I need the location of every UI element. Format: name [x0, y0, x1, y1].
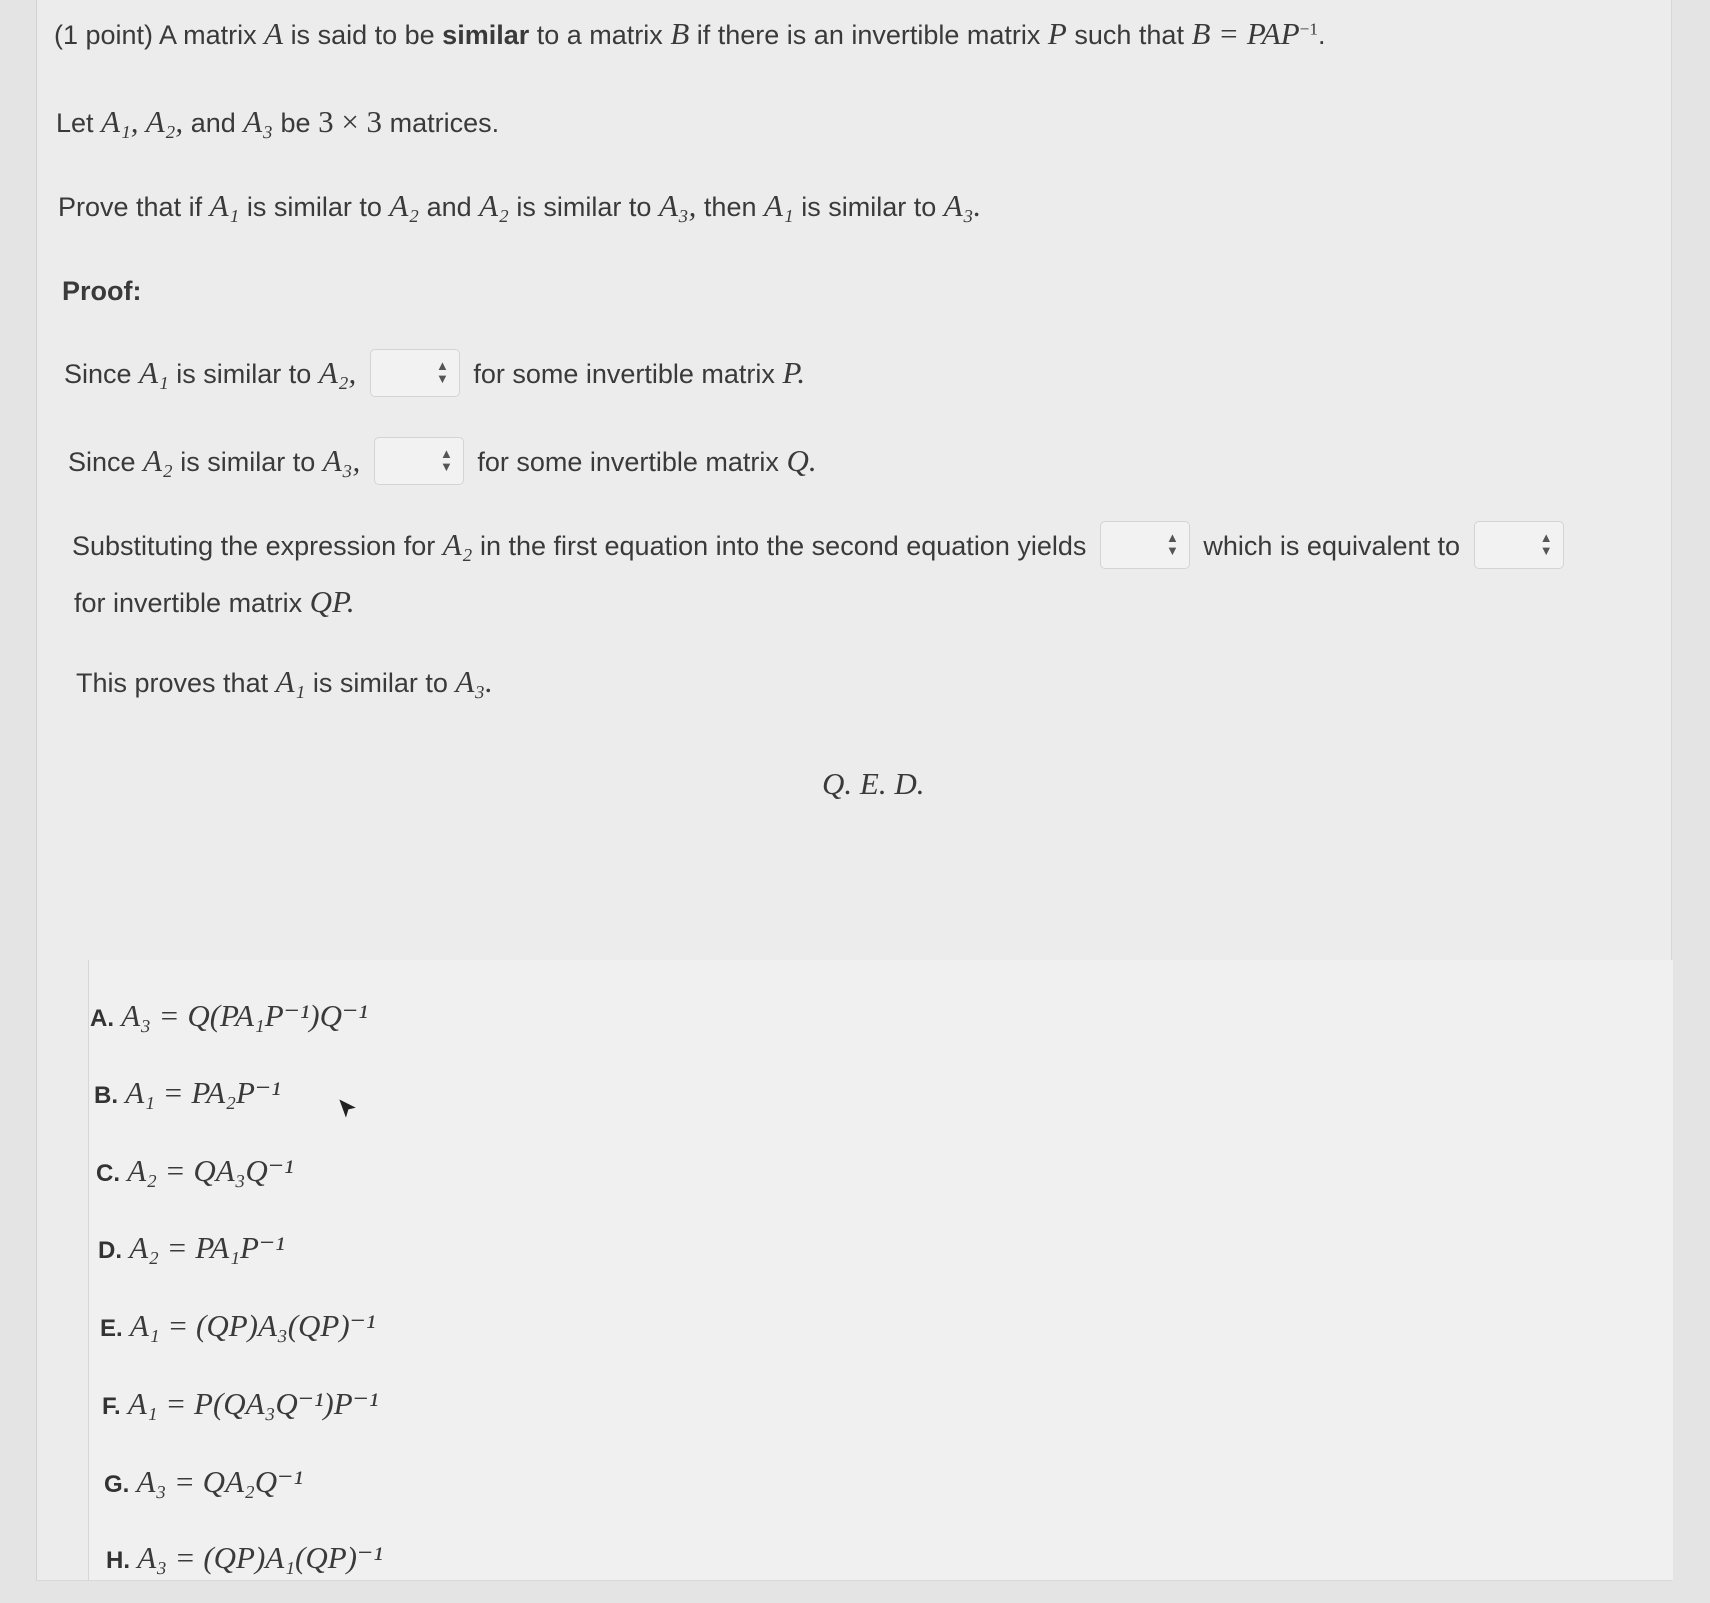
intro-text: is said to be	[290, 20, 435, 50]
answer-dropdown-4[interactable]	[1474, 521, 1564, 569]
let-line	[56, 104, 499, 140]
option-e	[100, 1308, 375, 1344]
option-a	[90, 998, 368, 1034]
let-text: be	[280, 108, 311, 138]
math-A2: A₂	[442, 527, 473, 563]
prove-text: is similar to	[246, 192, 382, 222]
prove-line	[58, 188, 981, 224]
proof-step-2	[68, 440, 817, 488]
option-letter: H.	[106, 1547, 130, 1574]
bold-similar: similar	[442, 20, 530, 50]
conclusion-text: This proves that	[76, 668, 269, 698]
step-text: Substituting the expression for	[72, 531, 436, 562]
math-A2: A₂,	[318, 355, 357, 391]
intro-period: .	[1318, 20, 1326, 50]
option-b	[94, 1075, 281, 1111]
step-text: which is equivalent to	[1203, 531, 1461, 562]
updown-arrow-icon: ▲ ▼	[1166, 530, 1179, 558]
math-definition-eq: B = PAP	[1191, 16, 1300, 51]
step-text: Since	[64, 359, 132, 390]
intro-prefix: (1 point) A matrix	[54, 20, 257, 50]
math-A1: A₁	[764, 188, 794, 223]
option-letter: D.	[98, 1237, 122, 1264]
proof-step-3-cont	[74, 584, 355, 620]
step-text: in the first equation into the second equation yields	[479, 531, 1087, 562]
prove-text: is similar to	[516, 192, 652, 222]
answer-dropdown-2[interactable]	[374, 437, 464, 485]
option-letter: F.	[102, 1393, 121, 1420]
math-A3: A₃.	[455, 664, 493, 699]
math-A2: A₂	[479, 188, 509, 223]
conclusion-text: is similar to	[312, 668, 448, 698]
math-QP: QP.	[309, 584, 355, 619]
step-text: Since	[68, 447, 136, 478]
math-Q: Q.	[786, 443, 817, 479]
math-A3: A₃.	[943, 188, 982, 223]
math-A2: A₂	[389, 188, 420, 223]
proof-label: Proof:	[62, 276, 142, 306]
option-g	[104, 1464, 303, 1500]
math-A3: A₃,	[322, 443, 361, 479]
option-expression: A₃ = (QP)A₁(QP)⁻¹	[137, 1540, 383, 1575]
math-P: P	[1047, 16, 1067, 51]
option-expression: A₁ = (QP)A₃(QP)⁻¹	[129, 1308, 376, 1343]
let-text: and	[190, 108, 236, 138]
intro-text: to a matrix	[536, 20, 663, 50]
option-expression: A₁ = PA₂P⁻¹	[125, 1075, 281, 1110]
step-text: for some invertible matrix	[477, 447, 779, 478]
answer-dropdown-1[interactable]	[370, 349, 460, 397]
math-A1: A₁	[275, 664, 306, 699]
option-f	[102, 1386, 378, 1422]
option-letter: E.	[100, 1315, 123, 1342]
math-A1: A₁	[209, 188, 240, 223]
option-letter: C.	[96, 1160, 120, 1187]
math-sup: −1	[1299, 19, 1319, 39]
step-text: is similar to	[176, 359, 312, 390]
options-area	[88, 960, 1673, 1580]
intro-text: if there is an invertible matrix	[696, 20, 1041, 50]
prove-text: Prove that if	[58, 192, 203, 222]
step-text: for some invertible matrix	[473, 359, 775, 390]
proof-step-1	[64, 352, 805, 400]
option-d	[98, 1230, 285, 1266]
math-A3: A₃,	[658, 188, 697, 223]
let-text: Let	[56, 108, 94, 138]
option-h	[106, 1540, 383, 1576]
option-expression: A₁ = P(QA₃Q⁻¹)P⁻¹	[127, 1386, 379, 1421]
proof-step-3	[72, 524, 1570, 572]
option-expression: A₂ = QA₃Q⁻¹	[127, 1153, 294, 1188]
updown-arrow-icon: ▲ ▼	[439, 446, 453, 474]
intro-line	[54, 16, 1326, 52]
step-text: is similar to	[180, 447, 316, 478]
let-text: matrices.	[389, 108, 500, 138]
math-matrices: A₁, A₂,	[101, 104, 184, 139]
option-expression: A₂ = PA₁P⁻¹	[129, 1230, 285, 1265]
option-expression: A₃ = QA₂Q⁻¹	[136, 1464, 303, 1499]
math-A3: A₃	[243, 104, 273, 139]
prove-text: is similar to	[801, 192, 937, 222]
mouse-cursor-icon	[336, 1096, 362, 1126]
answer-dropdown-3[interactable]	[1100, 521, 1190, 569]
updown-arrow-icon: ▲ ▼	[1539, 530, 1553, 558]
qed-text: Q. E. D.	[822, 766, 925, 801]
conclusion-line	[76, 664, 493, 700]
option-letter: B.	[94, 1082, 118, 1109]
option-letter: A.	[90, 1005, 114, 1032]
prove-text: then	[703, 192, 757, 222]
math-A1: A₁	[139, 355, 169, 391]
updown-arrow-icon: ▲ ▼	[435, 358, 449, 386]
option-c	[96, 1153, 293, 1189]
math-B: B	[670, 16, 690, 51]
step-text: for invertible matrix	[74, 588, 303, 618]
math-A2: A₂	[143, 443, 173, 479]
option-letter: G.	[104, 1471, 130, 1498]
math-P: P.	[782, 355, 806, 391]
option-expression: A₃ = Q(PA₁P⁻¹)Q⁻¹	[121, 998, 368, 1033]
math-dimension: 3 × 3	[318, 104, 383, 139]
prove-text: and	[426, 192, 472, 222]
math-A: A	[264, 16, 284, 51]
intro-text: such that	[1074, 20, 1184, 50]
